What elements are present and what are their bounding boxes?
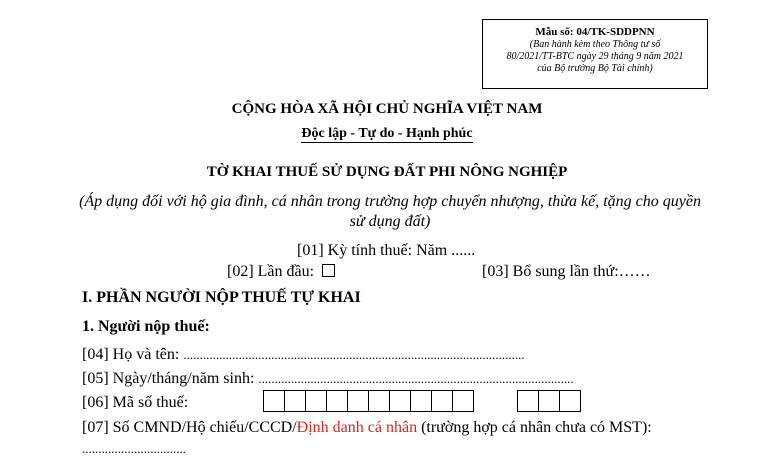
name-input-dots[interactable]: ......................................................................................................... [183, 347, 525, 362]
supplement-field[interactable]: [03] Bổ sung lần thứ:…… [482, 263, 651, 280]
tax-id-cell[interactable] [389, 390, 411, 412]
motto: Độc lập - Tự do - Hạnh phúc [301, 126, 473, 141]
document-subtitle: (Áp dụng đối với hộ gia đình, cá nhân trong trường hợp chuyển nhượng, thừa kế, tặng cho quyền sử dụng đất) [79, 193, 701, 230]
dob-input-dots[interactable]: ................................................................................................. [258, 371, 574, 386]
tax-id-cell[interactable] [347, 390, 369, 412]
subsection-title: 1. Người nộp thuế: [82, 318, 210, 335]
form-code-box [482, 19, 708, 89]
tax-id-cell[interactable] [410, 390, 432, 412]
name-label: [04] Họ và tên: [82, 346, 180, 363]
section-title: I. PHẦN NGƯỜI NỘP THUẾ TỰ KHAI [82, 289, 361, 306]
name-field [82, 346, 525, 364]
tax-id-cell[interactable] [263, 390, 285, 412]
form-note-line1: (Ban hành kèm theo Thông tư số [529, 39, 661, 50]
tax-id-branch-cell[interactable] [517, 390, 539, 412]
first-time-field [227, 263, 335, 281]
tax-id-cell[interactable] [452, 390, 474, 412]
tax-id-cell[interactable] [305, 390, 327, 412]
tax-id-cell[interactable] [326, 390, 348, 412]
tax-id-cells-branch[interactable] [517, 390, 580, 412]
tax-id-cell[interactable] [368, 390, 390, 412]
first-time-label: [02] Lần đầu: [227, 263, 315, 280]
tax-id-cell[interactable] [284, 390, 306, 412]
id-number-field [82, 419, 652, 437]
id-label-suffix: (trường hợp cá nhân chưa có MST): [417, 419, 652, 436]
tax-id-branch-cell[interactable] [559, 390, 581, 412]
tax-id-label: [06] Mã số thuế: [82, 394, 189, 411]
id-label-personal-id: Định danh cá nhân [296, 419, 418, 436]
tax-period-field[interactable]: [01] Kỳ tính thuế: Năm ...... [297, 242, 476, 259]
nation-heading: CỘNG HÒA XÃ HỘI CHỦ NGHĨA VIỆT NAM [231, 101, 543, 117]
form-code: Mẫu số: 04/TK-SDDPNN [535, 26, 655, 38]
tax-id-cells-main[interactable] [263, 390, 473, 412]
document-title: TỜ KHAI THUẾ SỬ DỤNG ĐẤT PHI NÔNG NGHIỆP [206, 164, 568, 180]
form-note-line3: của Bộ trưởng Bộ Tài chính) [537, 63, 653, 74]
first-time-checkbox[interactable] [322, 264, 335, 277]
tax-id-branch-cell[interactable] [538, 390, 560, 412]
dob-field [82, 370, 574, 388]
form-note-line2: 80/2021/TT-BTC ngày 29 tháng 9 năm 2021 [506, 51, 684, 62]
tax-id-cell[interactable] [431, 390, 453, 412]
id-input-dots[interactable]: ................................ [82, 441, 186, 456]
dob-label: [05] Ngày/tháng/năm sinh: [82, 370, 255, 387]
id-label-prefix: [07] Số CMND/Hộ chiếu/CCCD/ [82, 419, 297, 436]
motto-wrapper [0, 124, 774, 142]
